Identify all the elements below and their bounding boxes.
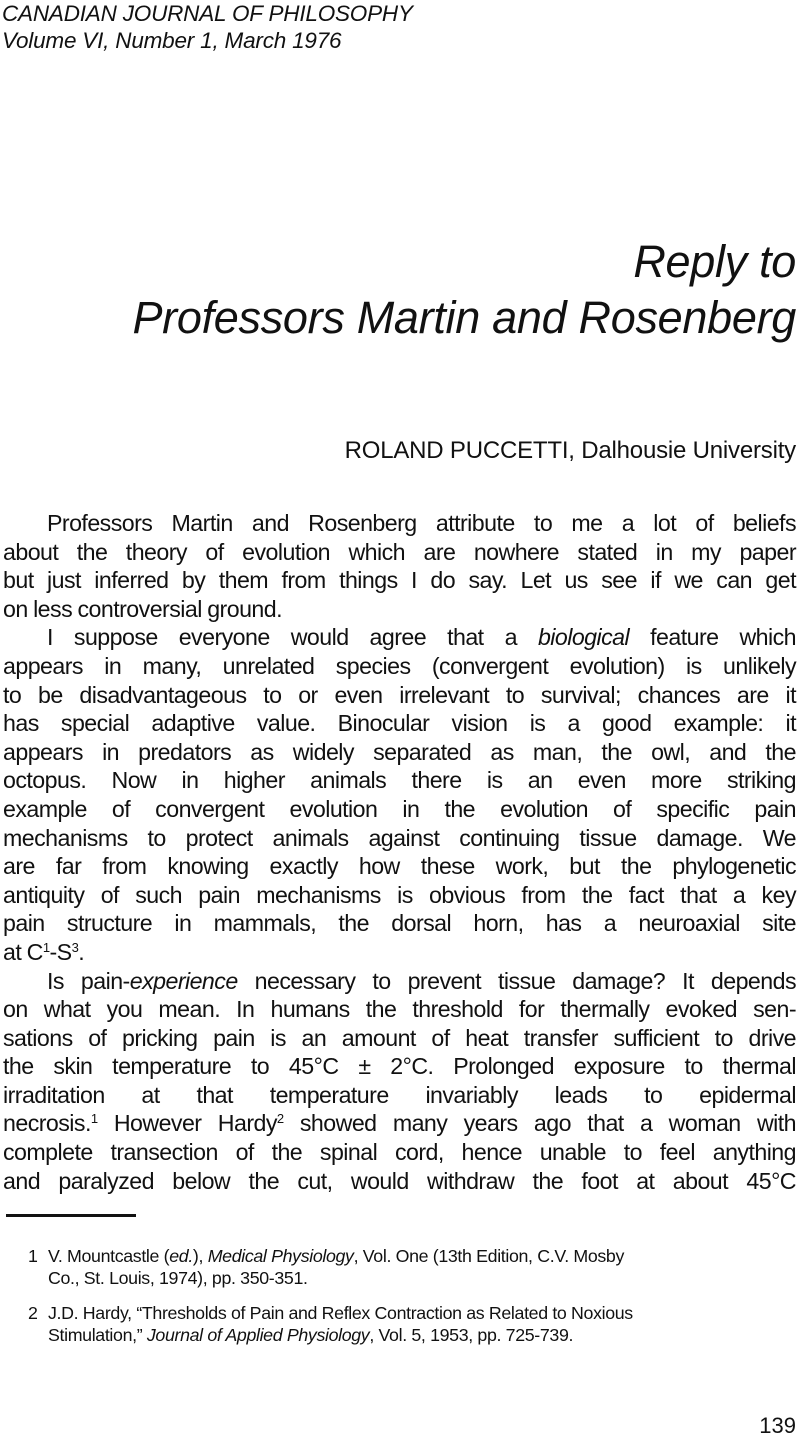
text-line: mechanisms to protect animals against continuing tissue damage. We	[3, 824, 796, 851]
text-line: octopus. Now in higher animals there is an even more striking	[3, 767, 796, 794]
footnote-number: 1	[28, 1246, 38, 1266]
text-line: the skin temperature to 45°C ± 2°C. Prolonged exposure to thermal	[3, 1053, 796, 1080]
paragraph-1	[3, 509, 796, 623]
emphasis: biological	[537, 624, 630, 651]
title-line-1: Reply to	[633, 236, 796, 287]
text-line: to be disadvantageous to or even irrelevant to survival; chances are it	[3, 681, 796, 708]
article-body	[3, 509, 796, 1195]
text-line: on what you mean. In humans the threshold for thermally evoked sen-	[3, 996, 796, 1023]
footnote-divider	[6, 1214, 136, 1217]
footnote-number: 2	[28, 1303, 38, 1323]
emphasis: experience	[129, 967, 238, 994]
footnote-line: J.D. Hardy, “Thresholds of Pain and Reflex Contraction as Related to Noxious	[48, 1303, 633, 1323]
footnote-line: V. Mountcastle (ed.), Medical Physiology, Vol. One (13th Edition, C.V. Mosby	[48, 1246, 624, 1266]
footnote-line: Stimulation,” Journal of Applied Physiology, Vol. 5, 1953, pp. 725-739.	[48, 1325, 574, 1345]
article-title	[132, 234, 796, 346]
text-line: sations of pricking pain is an amount of heat transfer sufficient to drive	[3, 1024, 796, 1051]
text-line: and paralyzed below the cut, would withdraw the foot at about 45°C	[3, 1167, 796, 1194]
text-line: irraditation at that temperature invariably leads to epidermal	[3, 1081, 796, 1108]
journal-issue: Volume VI, Number 1, March 1976	[2, 28, 342, 53]
author-affiliation: ROLAND PUCCETTI, Dalhousie University	[344, 437, 796, 464]
text-line: at $C^1-S^3$.	[3, 938, 85, 965]
footnote-1	[28, 1245, 798, 1289]
text-line: but just inferred by them from things I do say. Let us see if we can get	[3, 567, 796, 594]
page-number: 139	[759, 1413, 796, 1438]
text-line: has special adaptive value. Binocular vision is a good example: it	[3, 710, 796, 737]
text-line: antiquity of such pain mechanisms is obvious from the fact that a key	[3, 881, 796, 908]
footnote-ref-2[interactable]: 2	[276, 1111, 284, 1127]
text-line: on less controversial ground.	[3, 595, 282, 622]
text-line: pain structure in mammals, the dorsal horn, has a neuroaxial site	[3, 910, 796, 937]
text-line: necrosis.$^1$ However Hardy$^2$ showed many years ago that a woman with	[3, 1110, 796, 1137]
text-line: Is pain-experience necessary to prevent tissue damage? It depends	[47, 967, 796, 994]
text-line: example of convergent evolution in the evolution of specific pain	[3, 795, 796, 822]
text-line: are far from knowing exactly how these work, but the phylogenetic	[3, 853, 796, 880]
paragraph-2	[3, 623, 796, 966]
footnotes	[28, 1245, 798, 1359]
text-line: appears in many, unrelated species (convergent evolution) is unlikely	[3, 652, 796, 679]
journal-name: CANADIAN JOURNAL OF PHILOSOPHY	[2, 1, 413, 26]
journal-header	[2, 0, 413, 54]
text-line: complete transection of the spinal cord, hence unable to feel anything	[3, 1139, 796, 1166]
footnote-ref-1[interactable]: 1	[90, 1111, 98, 1127]
text-line: Professors Martin and Rosenberg attribute to me a lot of beliefs	[47, 510, 796, 536]
footnote-line: Co., St. Louis, 1974), pp. 350-351.	[48, 1268, 308, 1288]
text-line: appears in predators as widely separated as man, the owl, and the	[3, 738, 796, 765]
title-line-2: Professors Martin and Rosenberg	[132, 292, 796, 343]
paragraph-3	[3, 967, 796, 1196]
text-line: I suppose everyone would agree that a biological feature which	[47, 624, 797, 651]
text-line: about the theory of evolution which are nowhere stated in my paper	[3, 538, 796, 565]
footnote-2	[28, 1302, 798, 1346]
